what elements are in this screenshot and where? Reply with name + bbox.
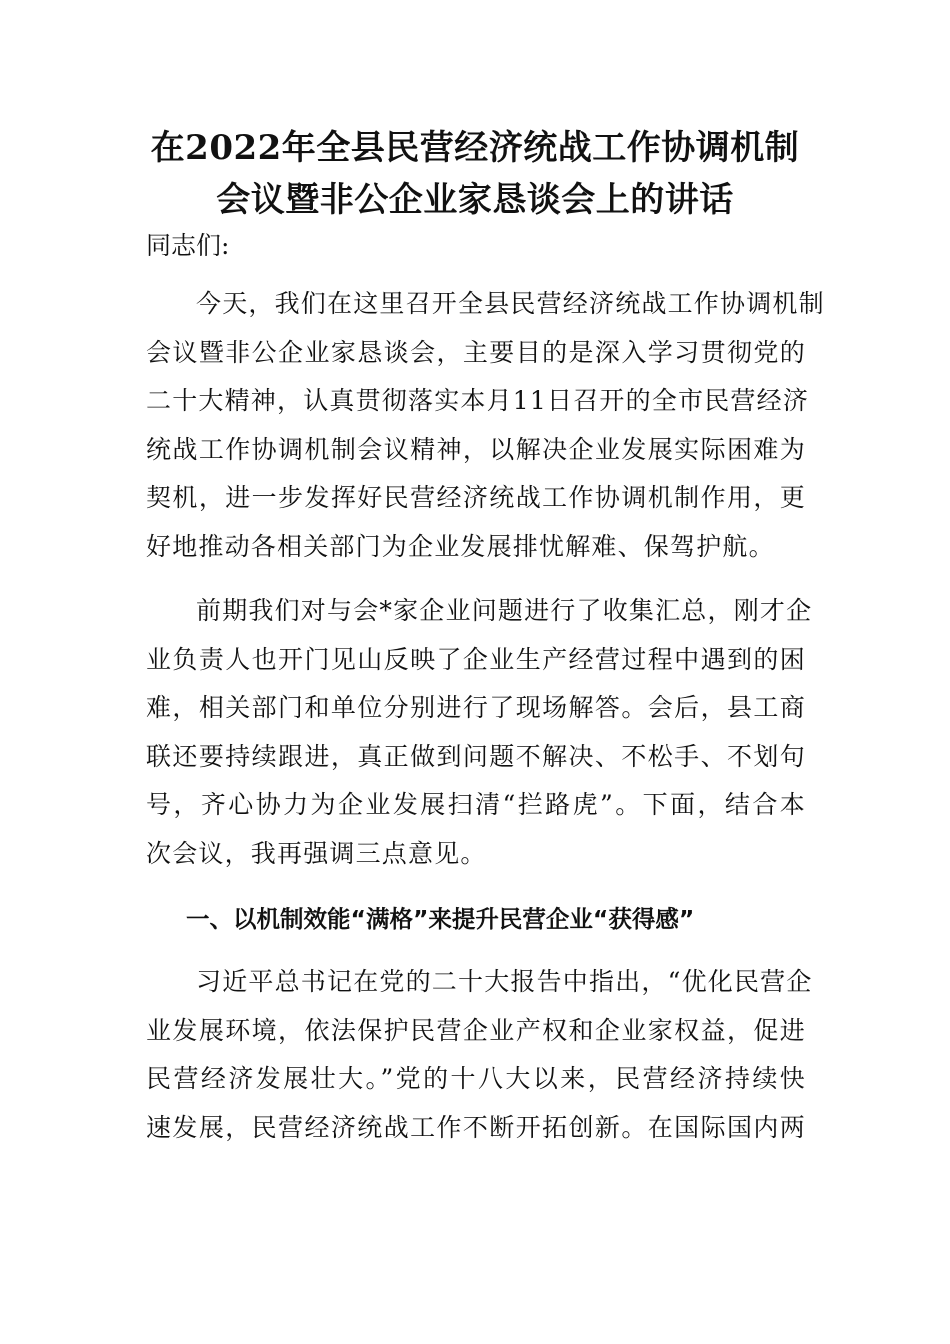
paragraph-1-line-2: 会议暨非公企业家恳谈会，主要目的是深入学习贯彻党的: [146, 337, 806, 367]
paragraph-1-line-4: 统战工作协调机制会议精神，以解决企业发展实际困难为: [146, 434, 806, 464]
paragraph-2: [146, 587, 813, 878]
paragraph-1-line-6: 好地推动各相关部门为企业发展排忧解难、保驾护航。: [146, 531, 775, 561]
title-line-2: 会议暨非公企业家恳谈会上的讲话: [216, 180, 734, 220]
title-line-1: 在2022年全县民营经济统战工作协调机制: [150, 128, 800, 168]
paragraph-3-line-4: 速发展，民营经济统战工作不断开拓创新。在国际国内两: [146, 1112, 806, 1142]
paragraph-2-line-6: 次会议，我再强调三点意见。: [146, 838, 487, 868]
paragraph-1-line-3: 二十大精神，认真贯彻落实本月11日召开的全市民营经济: [146, 386, 810, 415]
document-title: [100, 122, 850, 226]
paragraph-3-line-2: 业发展环境，依法保护民营企业产权和企业家权益，促进: [146, 1015, 806, 1045]
paragraph-3: [146, 958, 813, 1152]
section-heading-1: 一、以机制效能“满格”来提升民营企业“获得感”: [186, 905, 695, 933]
paragraph-2-line-4: 联还要持续跟进，真正做到问题不解决、不松手、不划句: [146, 741, 806, 771]
salutation: 同志们:: [146, 231, 230, 260]
paragraph-2-line-5: 号，齐心协力为企业发展扫清“拦路虎”。下面，结合本: [146, 790, 806, 819]
paragraph-1: [146, 280, 825, 571]
document-body: [146, 224, 825, 1152]
paragraph-3-line-1: 习近平总书记在党的二十大报告中指出，“优化民营企: [196, 967, 813, 996]
paragraph-1-line-1: 今天，我们在这里召开全县民营经济统战工作协调机制: [196, 289, 825, 318]
paragraph-2-line-2: 业负责人也开门见山反映了企业生产经营过程中遇到的困: [146, 644, 806, 674]
paragraph-1-line-5: 契机，进一步发挥好民营经济统战工作协调机制作用，更: [146, 483, 806, 512]
paragraph-2-line-3: 难，相关部门和单位分别进行了现场解答。会后，县工商: [146, 693, 806, 722]
paragraph-2-line-1: 前期我们对与会*家企业问题进行了收集汇总，刚才企: [196, 596, 813, 625]
paragraph-3-line-3: 民营经济发展壮大。”党的十八大以来，民营经济持续快: [146, 1064, 806, 1093]
